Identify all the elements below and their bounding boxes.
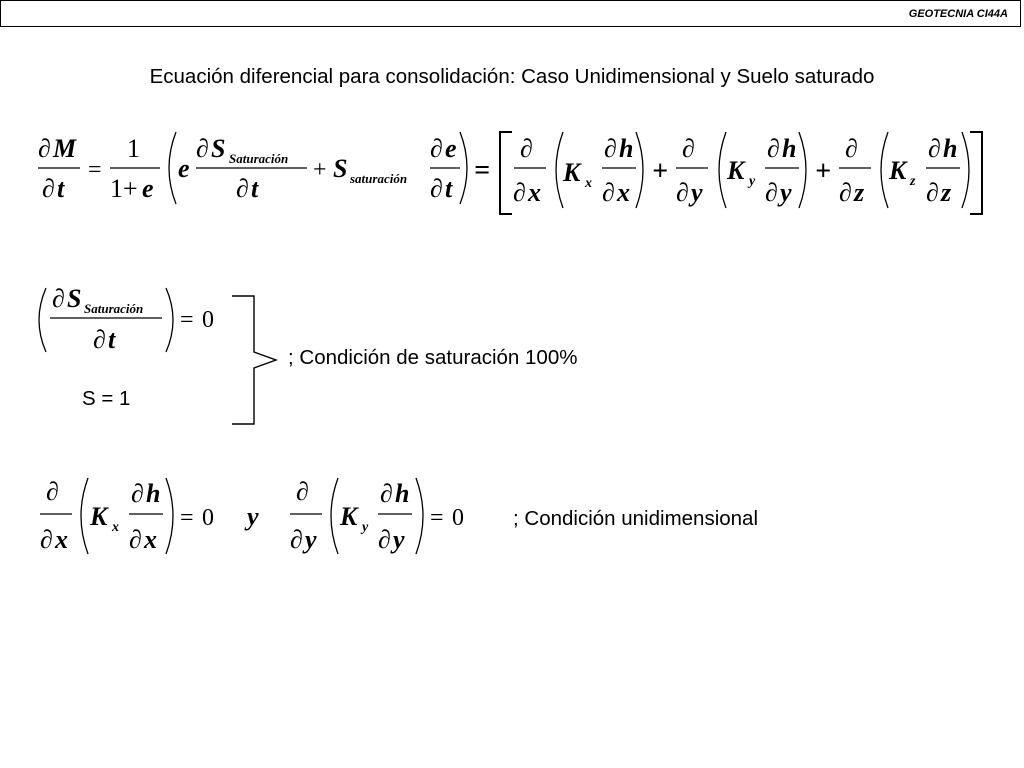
paren-close <box>636 132 643 208</box>
eq-partial: ∂ <box>196 134 209 163</box>
eq-h: h <box>782 134 797 163</box>
eq-partial: ∂ <box>430 134 443 163</box>
uni-K: K <box>340 502 358 531</box>
uni-partial: ∂ <box>290 525 303 554</box>
uni-sub-y: y <box>362 520 369 535</box>
eq-K: K <box>889 156 907 185</box>
saturation-condition-label: ; Condición de saturación 100% <box>288 346 578 369</box>
uni-equals: = <box>430 505 444 531</box>
eq-plus: + <box>313 157 327 183</box>
right-brace <box>228 290 288 430</box>
eq-partial: ∂ <box>604 134 617 163</box>
sat-t: t <box>108 325 116 354</box>
eq-e: e <box>445 134 457 163</box>
paren-close <box>799 132 806 208</box>
uni-y: y <box>393 525 405 554</box>
uni-x: x <box>144 525 157 554</box>
eq-partial: ∂ <box>926 178 939 207</box>
eq-S: S <box>211 134 226 163</box>
paren-close <box>166 478 173 554</box>
saturation-s-value: S = 1 <box>82 387 131 410</box>
eq-partial: ∂ <box>430 174 443 203</box>
paren-open <box>81 478 88 554</box>
eq-K: K <box>727 156 745 185</box>
bracket-close <box>970 132 982 214</box>
eq-y: y <box>780 178 792 207</box>
sat-zero: 0 <box>202 307 214 333</box>
eq-partial: ∂ <box>682 134 695 163</box>
slide-title: Ecuación diferencial para consolidación: Caso Unidimensional y Suelo saturado <box>149 65 875 88</box>
uni-zero: 0 <box>452 505 464 531</box>
eq-partial: ∂ <box>602 178 615 207</box>
eq-t: t <box>57 174 65 203</box>
eq-one: 1 <box>127 134 140 163</box>
eq-equals: = <box>474 155 490 186</box>
eq-partial: ∂ <box>839 178 852 207</box>
eq-partial: ∂ <box>767 134 780 163</box>
eq-sub-saturacion: saturación <box>350 171 408 186</box>
eq-x: x <box>528 178 541 207</box>
consolidation-equation <box>0 120 1024 230</box>
uni-sub-x: x <box>112 520 119 535</box>
eq-plus: + <box>652 156 668 187</box>
eq-e: e <box>178 154 190 183</box>
paren-close <box>416 478 423 554</box>
paren-close <box>460 132 467 204</box>
uni-partial: ∂ <box>380 479 393 508</box>
eq-z: z <box>854 178 865 207</box>
paren-open <box>556 132 563 208</box>
eq-sub-x: x <box>585 176 592 191</box>
uni-K: K <box>90 502 108 531</box>
eq-partial: ∂ <box>236 174 249 203</box>
paren-open <box>331 478 338 554</box>
paren-close <box>166 288 173 352</box>
uni-partial: ∂ <box>296 477 309 506</box>
uni-partial: ∂ <box>129 525 142 554</box>
paren-open <box>881 132 888 208</box>
eq-x: x <box>617 178 630 207</box>
uni-zero: 0 <box>202 505 214 531</box>
eq-K: K <box>563 158 581 187</box>
paren-open <box>39 288 46 352</box>
eq-plus: + <box>815 156 831 187</box>
unidimensional-condition-label: ; Condición unidimensional <box>513 507 759 530</box>
eq-partial: ∂ <box>765 178 778 207</box>
sat-partial: ∂ <box>52 284 65 313</box>
eq-sub-saturacion: Saturación <box>229 151 289 166</box>
sat-partial: ∂ <box>93 325 106 354</box>
eq-sub-z: z <box>910 174 916 189</box>
eq-partial: ∂ <box>676 178 689 207</box>
uni-h: h <box>146 479 161 508</box>
paren-open <box>719 132 726 208</box>
uni-h: h <box>395 479 410 508</box>
uni-partial: ∂ <box>40 525 53 554</box>
eq-y: y <box>691 178 703 207</box>
eq-t: t <box>251 174 259 203</box>
eq-one-plus: 1+ <box>110 174 138 203</box>
eq-equals: = <box>88 157 102 183</box>
uni-partial: ∂ <box>46 477 59 506</box>
eq-partial: ∂ <box>513 178 526 207</box>
header-label: GEOTECNIA CI44A <box>908 8 1008 20</box>
eq-sub-y: y <box>749 174 756 189</box>
uni-partial: ∂ <box>378 525 391 554</box>
eq-h: h <box>943 134 958 163</box>
eq-partial: ∂ <box>38 134 51 163</box>
uni-equals: = <box>180 505 194 531</box>
eq-partial: ∂ <box>928 134 941 163</box>
saturation-equation <box>0 280 260 360</box>
uni-y: y <box>305 525 317 554</box>
sat-sub-saturacion: Saturación <box>84 301 144 316</box>
unidimensional-equation <box>0 470 480 560</box>
uni-conjunction: y <box>247 502 259 531</box>
eq-partial: ∂ <box>42 174 55 203</box>
bracket-open <box>500 132 512 214</box>
header-bar <box>0 0 1021 27</box>
sat-S: S <box>67 284 82 313</box>
eq-partial: ∂ <box>845 134 858 163</box>
uni-x: x <box>55 525 68 554</box>
sat-equals: = <box>180 307 194 333</box>
eq-h: h <box>619 134 634 163</box>
eq-z: z <box>941 178 952 207</box>
eq-partial: ∂ <box>520 134 533 163</box>
eq-M: M <box>53 134 77 163</box>
uni-partial: ∂ <box>131 479 144 508</box>
paren-open <box>169 132 176 204</box>
eq-t: t <box>445 174 453 203</box>
brace-path <box>232 296 276 424</box>
eq-S: S <box>333 154 348 183</box>
eq-e: e <box>142 174 154 203</box>
paren-close <box>962 132 969 208</box>
